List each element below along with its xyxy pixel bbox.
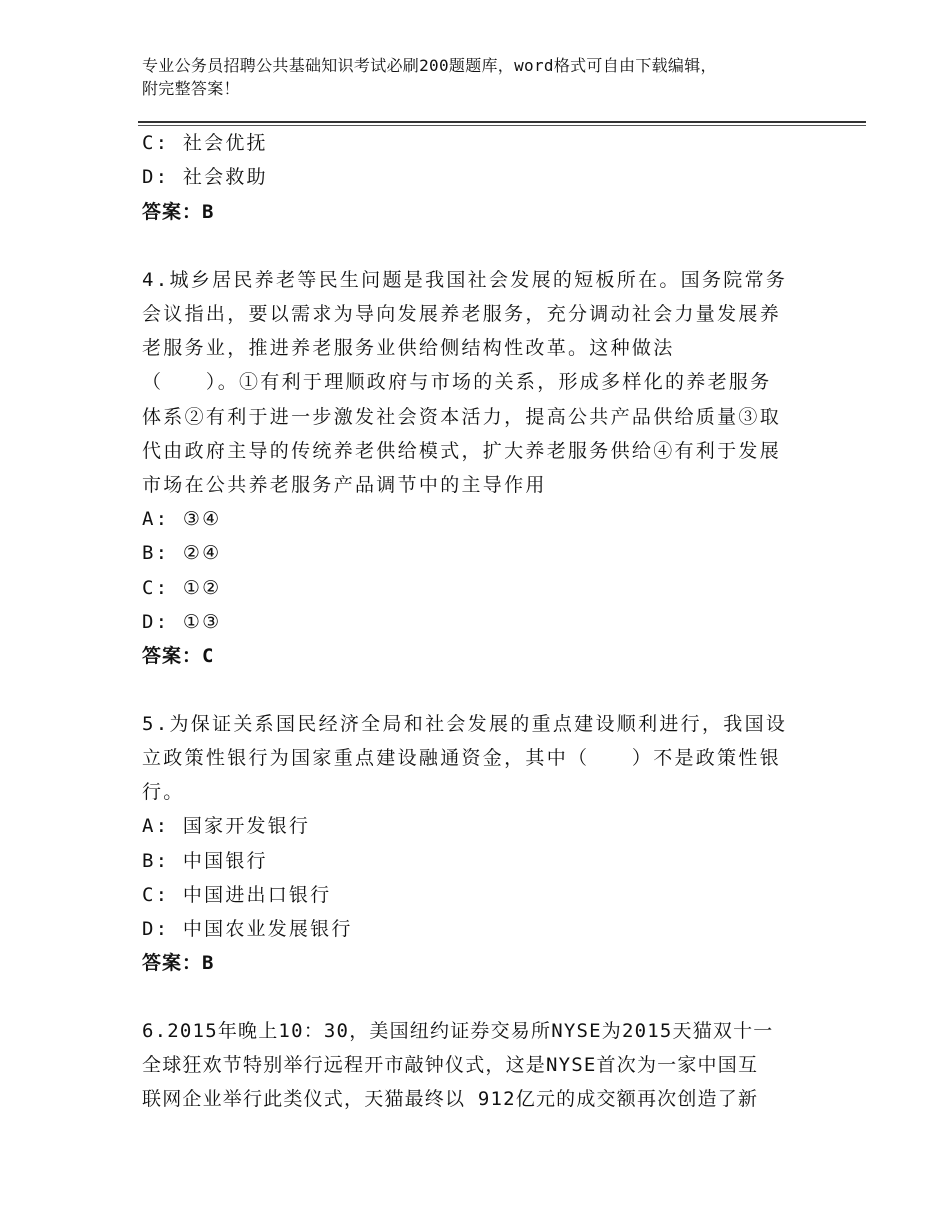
header-divider-thick	[138, 121, 866, 123]
q6-text-line-3: 联网企业举行此类仪式，天猫最终以 912亿元的成交额再次创造了新	[142, 1088, 759, 1110]
q5-option-d: D: 中国农业发展银行	[142, 918, 353, 940]
q4-answer: 答案：C	[142, 645, 215, 667]
q4-text-line-7: 市场在公共养老服务产品调节中的主导作用	[142, 474, 547, 496]
header-title-line-2: 附完整答案！	[142, 79, 240, 98]
header-divider-thin	[138, 125, 866, 126]
q5-text-line-2: 立政策性银行为国家重点建设融通资金，其中（ ）不是政策性银	[142, 747, 782, 769]
q5-text-line-1: 5.为保证关系国民经济全局和社会发展的重点建设顺利进行，我国设	[142, 713, 788, 735]
q4-text-line-6: 代由政府主导的传统养老供给模式，扩大养老服务供给④有利于发展	[142, 440, 782, 462]
q3-option-c: C: 社会优抚	[142, 132, 268, 154]
q4-option-c: C: ①②	[142, 577, 222, 599]
document-header	[142, 54, 832, 100]
q4-text-line-5: 体系②有利于进一步激发社会资本活力，提高公共产品供给质量③取	[142, 406, 782, 428]
q5-option-b: B: 中国银行	[142, 850, 268, 872]
q4-option-a: A: ③④	[142, 508, 222, 530]
q4-text-line-3: 老服务业，推进养老服务业供给侧结构性改革。这种做法	[142, 337, 675, 359]
q5-option-c: C: 中国进出口银行	[142, 884, 332, 906]
q4-text-line-4: （ ）。①有利于理顺政府与市场的关系，形成多样化的养老服务	[142, 371, 772, 393]
q5-option-a: A: 国家开发银行	[142, 815, 311, 837]
q4-option-b: B: ②④	[142, 542, 222, 564]
q4-option-d: D: ①③	[142, 611, 222, 633]
q3-option-d: D: 社会救助	[142, 166, 268, 188]
header-title-line-1: 专业公务员招聘公共基础知识考试必刷200题题库，word格式可自由下载编辑，	[142, 56, 717, 75]
q5-text-line-3: 行。	[142, 781, 185, 803]
q4-text-line-2: 会议指出，要以需求为导向发展养老服务，充分调动社会力量发展养	[142, 303, 782, 325]
q6-text-line-1: 6.2015年晚上10：30，美国纽约证券交易所NYSE为2015天猫双十一	[142, 1020, 774, 1042]
q3-answer: 答案：B	[142, 201, 215, 223]
q5-answer: 答案：B	[142, 952, 215, 974]
q4-text-line-1: 4.城乡居民养老等民生问题是我国社会发展的短板所在。国务院常务	[142, 269, 788, 291]
q6-text-line-2: 全球狂欢节特别举行远程开市敲钟仪式，这是NYSE首次为一家中国互	[142, 1054, 759, 1076]
